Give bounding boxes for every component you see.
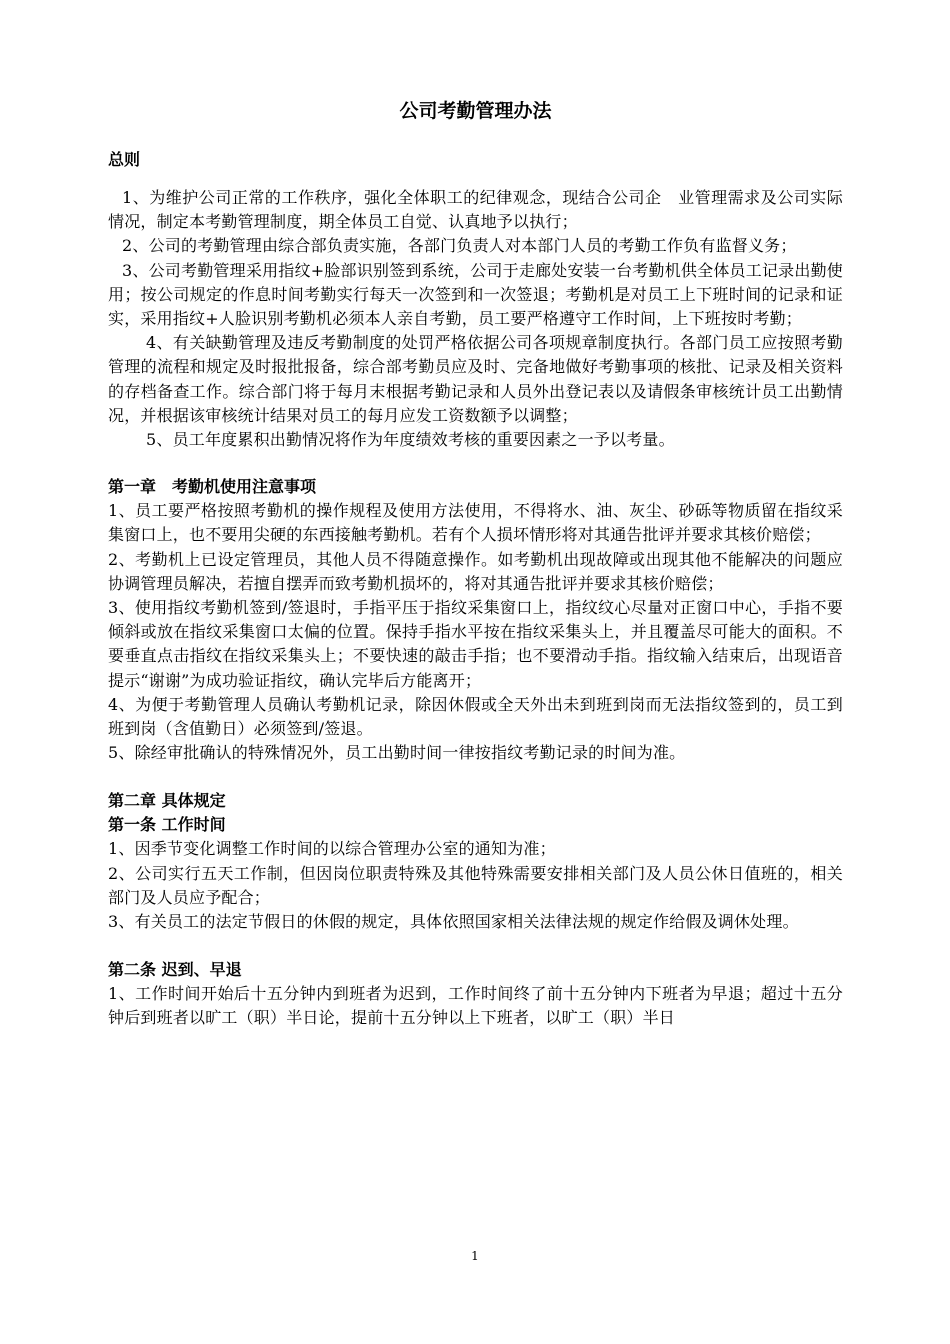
article-heading-1: 第一条 工作时间 [108, 815, 226, 835]
general-paragraph: 2、公司的考勤管理由综合部负责实施，各部门负责人对本部门人员的考勤工作负有监督义务； [122, 236, 797, 256]
document-title: 公司考勤管理办法 [399, 100, 552, 122]
article-heading-2: 第二条 迟到、早退 [108, 960, 242, 980]
article2-paragraph: 1、工作时间开始后十五分钟内到班者为迟到，工作时间终了前十五分钟内下班者为早退；超过十五分钟后到班者以旷工（职）半日论，提前十五分钟以上下班者，以旷工（职）半日 [108, 984, 843, 1028]
page-number: 1 [471, 1249, 479, 1263]
chapter1-paragraph: 2、考勤机上已设定管理员，其他人员不得随意操作。如考勤机出现故障或出现其他不能解决的问题应协调管理员解决，若擅自摆弄而致考勤机损坏的，将对其通告批评并要求其核价赔偿； [108, 549, 843, 593]
section-heading-general: 总则 [108, 150, 141, 169]
chapter-heading-1: 第一章 考勤机使用注意事项 [108, 477, 317, 497]
article1-paragraph: 1、因季节变化调整工作时间的以综合管理办公室的通知为准； [108, 839, 556, 859]
spacer [108, 452, 843, 475]
chapter1-paragraph: 1、员工要严格按照考勤机的操作规程及使用方法使用，不得将水、油、灰尘、砂砾等物质留在指纹采集窗口上，也不要用尖硬的东西接触考勤机。若有个人损坏情形将对其通告批评并要求其核价赔偿； [108, 501, 843, 545]
general-paragraph: 4、有关缺勤管理及违反考勤制度的处罚严格依据公司各项规章制度执行。各部门员工应按照考勤管理的流程和规定及时报批报备，综合部考勤员应及时、完备地做好考勤事项的核批、记录及相关资料的存档备查工作。综合部门将于每月末根据考勤记录和人员外出登记表以及请假条审核统计员工出勤情况，并根据该审核统计结果对员工的每月应发工资数额予以调整； [108, 333, 843, 425]
chapter1-paragraph: 4、为便于考勤管理人员确认考勤机记录，除因休假或全天外出未到班到岗而无法指纹签到的，员工到班到岗（含值勤日）必须签到/签退。 [108, 694, 843, 739]
chapter1-paragraph: 5、除经审批确认的特殊情况外，员工出勤时间一律按指纹考勤记录的时间为准。 [108, 743, 686, 763]
spacer [108, 172, 843, 186]
spacer [108, 934, 843, 958]
chapter1-paragraph: 3、使用指纹考勤机签到/签退时，手指平压于指纹采集窗口上，指纹纹心尽量对正窗口中心，手指不要倾斜或放在指纹采集窗口太偏的位置。保持手指水平按在指纹采集头上，并且覆盖尽可能大的面积。不要垂直点击指纹在指纹采集头上；不要快速的敲击手指；也不要滑动手指。指纹输入结束后，出现语音提示“谢谢”为成功验证指纹，确认完毕后方能离开； [108, 598, 843, 690]
spacer [108, 765, 843, 789]
general-paragraph: 1、为维护公司正常的工作秩序，强化全体职工的纪律观念，现结合公司企 业管理需求及公司实际情况，制定本考勤管理制度，期全体员工自觉、认真地予以执行； [108, 188, 843, 232]
article1-paragraph: 3、有关员工的法定节假日的休假的规定，具体依照国家相关法律法规的规定作给假及调休处理。 [108, 912, 799, 932]
chapter-heading-2: 第二章 具体规定 [108, 791, 226, 811]
general-paragraph: 5、员工年度累积出勤情况将作为年度绩效考核的重要因素之一予以考量。 [146, 430, 675, 450]
general-paragraph: 3、公司考勤管理采用指纹+脸部识别签到系统，公司于走廊处安装一台考勤机供全体员工记录出勤使用；按公司规定的作息时间考勤实行每天一次签到和一次签退；考勤机是对员工上下班时间的记录和证实，采用指纹+人脸识别考勤机必须本人亲自考勤，员工要严格遵守工作时间，上下班按时考勤； [108, 260, 843, 329]
article1-paragraph: 2、公司实行五天工作制，但因岗位职责特殊及其他特殊需要安排相关部门及人员公休日值班的，相关部门及人员应予配合； [108, 863, 843, 907]
document-body [108, 96, 843, 1031]
